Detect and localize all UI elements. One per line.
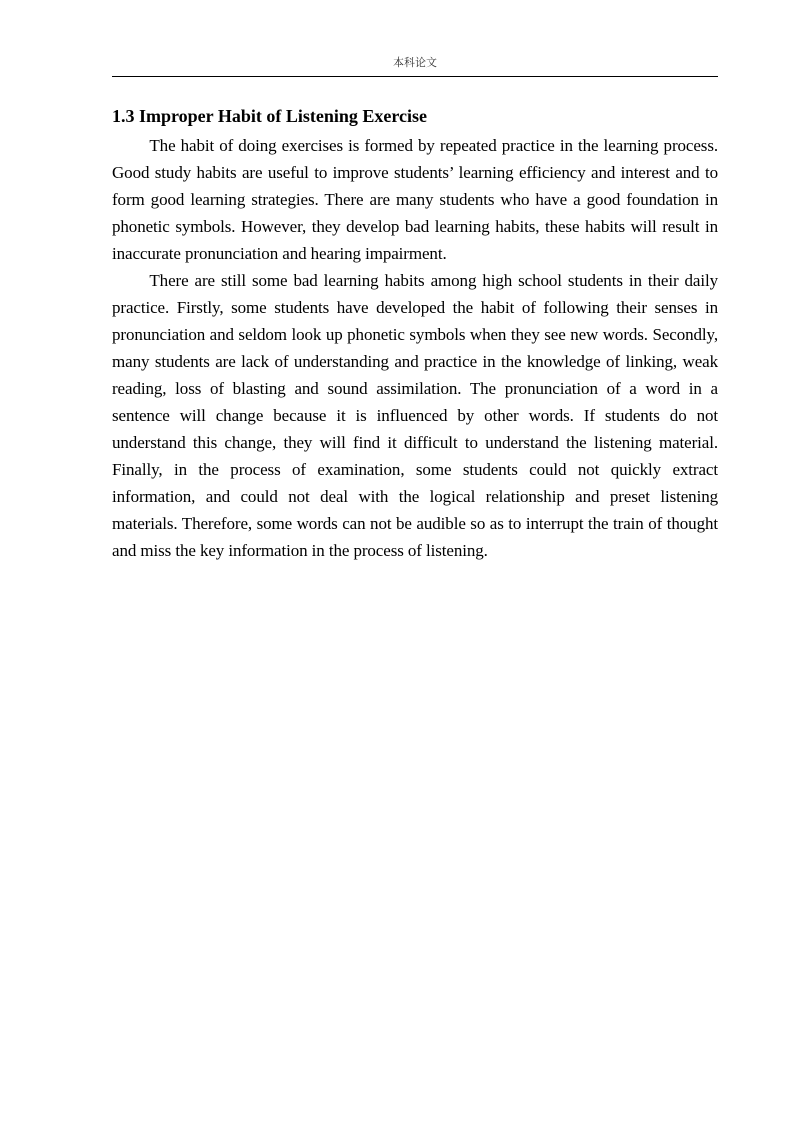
section-heading: 1.3 Improper Habit of Listening Exercise bbox=[112, 106, 427, 126]
paragraph-1: The habit of doing exercises is formed by repeated practice in the learning process. Good study habits are useful to improve students’ learning efficiency and interest and to form good learning strategies. There are many students who have a good foundation in phonetic symbols. However, they develop bad learning habits, these habits will result in inaccurate pronunciation and hearing impairment. bbox=[112, 136, 718, 263]
document-body bbox=[112, 103, 718, 564]
page-header: 本科论文 bbox=[393, 56, 437, 69]
header-divider bbox=[112, 76, 718, 77]
paragraph-2: There are still some bad learning habits among high school students in their daily practice. Firstly, some students have developed the habit of following their senses in pronunciation and seldom look up phonetic symbols when they see new words. Secondly, many students are lack of understanding and practice in the knowledge of linking, weak reading, loss of blasting and sound assimilation. The pronunciation of a word in a sentence will change because it is influenced by other words. If students do not understand this change, they will find it difficult to understand the listening material. Finally, in the process of examination, some students could not quickly extract information, and could not deal with the logical relationship and preset listening materials. Therefore, some words can not be audible so as to interrupt the train of thought and miss the key information in the process of listening. bbox=[112, 271, 718, 560]
